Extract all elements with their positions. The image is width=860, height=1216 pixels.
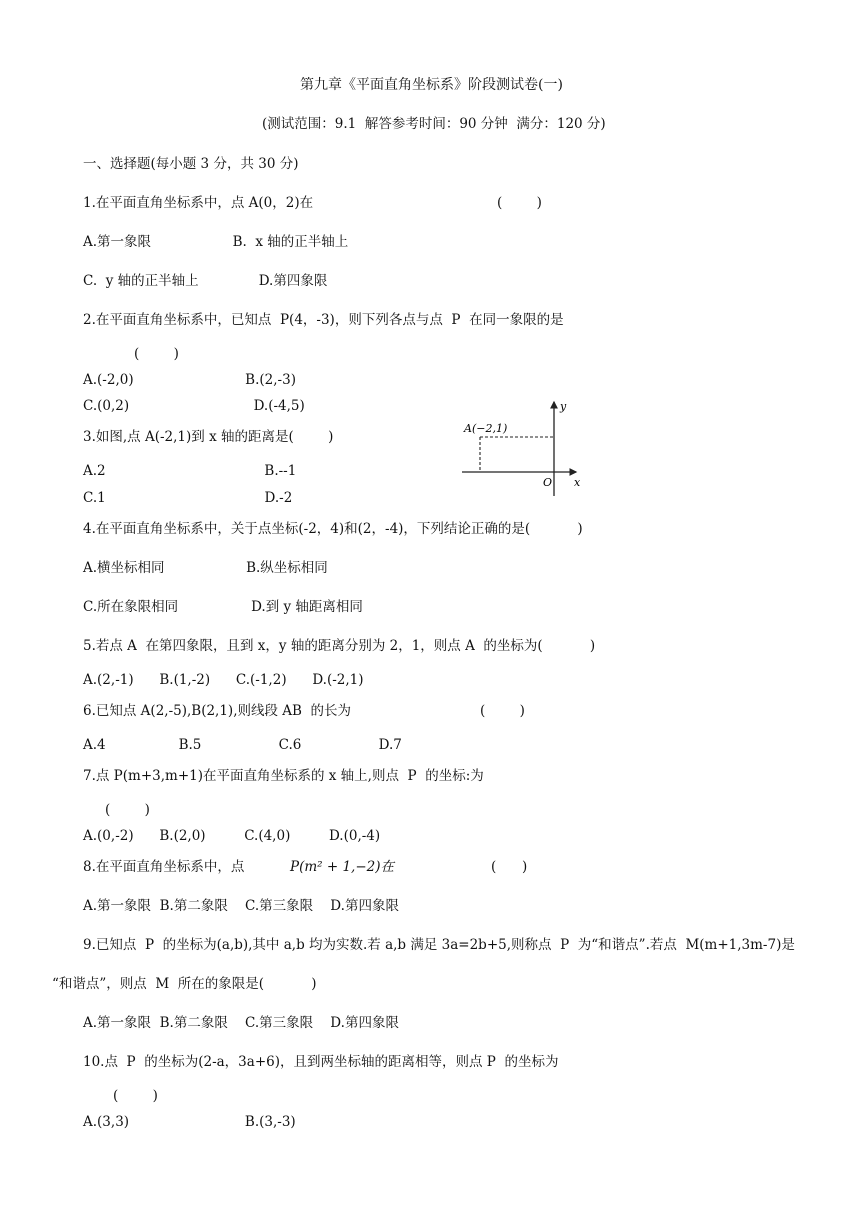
q6-answer-paren: ( ) (480, 703, 525, 719)
q2-answer-paren: ( ) (134, 346, 179, 362)
q1-answer-paren: ( ) (497, 195, 542, 211)
q3-coordinate-figure (458, 396, 588, 498)
q3-stem: 3.如图,点 A(-2,1)到 x 轴的距离是( ) (83, 429, 334, 445)
q8-answer-paren: ( ) (491, 859, 528, 875)
q8-formula: P(m² + 1,−2)在 (290, 859, 395, 875)
origin-label: O (543, 476, 553, 489)
q9-options-row1: A.第一象限 B.第二象限 C.第三象限 D.第四象限 (83, 1015, 399, 1031)
q7-options-row1: A.(0,-2) B.(2,0) C.(4,0) D.(0,-4) (83, 828, 381, 844)
q8-options-row1: A.第一象限 B.第二象限 C.第三象限 D.第四象限 (83, 898, 399, 914)
q8-stem: 8.在平面直角坐标系中，点 (83, 859, 245, 875)
q2-stem: 2.在平面直角坐标系中，已知点 P(4，-3)，则下列各点与点 P 在同一象限的是 (83, 312, 564, 328)
q2-options-row2: C.(0,2) D.(-4,5) (83, 398, 305, 414)
q10-options-row1: A.(3,3) B.(3,-3) (83, 1114, 296, 1130)
q7-stem: 7.点 P(m+3,m+1)在平面直角坐标系的 x 轴上,则点 P 的坐标:为 (83, 768, 484, 784)
q4-options-row2: C.所在象限相同 D.到 y 轴距离相同 (83, 599, 363, 615)
q5-options-row1: A.(2,-1) B.(1,-2) C.(-1,2) D.(-2,1) (83, 672, 364, 688)
q1-options-row1: A.第一象限 B. x 轴的正半轴上 (83, 234, 349, 250)
page-title: 第九章《平面直角坐标系》阶段测试卷(一) (300, 77, 563, 93)
page-subtitle: (测试范围：9.1 解答参考时间：90 分钟 满分：120 分) (262, 116, 606, 132)
q10-stem: 10.点 P 的坐标为(2-a，3a+6)，且到两坐标轴的距离相等，则点 P 的坐标为 (83, 1054, 559, 1070)
q3-options-row1: A.2 B.--1 (83, 463, 297, 479)
q6-options-row1: A.4 B.5 C.6 D.7 (83, 737, 402, 753)
q1-options-row2: C. y 轴的正半轴上 D.第四象限 (83, 273, 328, 289)
q3-options-row2: C.1 D.-2 (83, 490, 293, 506)
q4-options-row1: A.横坐标相同 B.纵坐标相同 (83, 560, 328, 576)
x-axis-label: x (574, 476, 581, 489)
y-axis-label: y (560, 400, 567, 413)
q2-options-row1: A.(-2,0) B.(2,-3) (83, 372, 296, 388)
q5-stem: 5.若点 A 在第四象限，且到 x，y 轴的距离分别为 2，1，则点 A 的坐标为( ) (83, 638, 596, 654)
q7-answer-paren: ( ) (105, 802, 150, 818)
q9-stem-line1: 9.已知点 P 的坐标为(a,b),其中 a,b 均为实数.若 a,b 满足 3a=2b+5,则称点 P 为“和谐点”.若点 M(m+1,3m-7)是 (83, 937, 795, 953)
point-a-label: A(−2,1) (464, 422, 508, 435)
q9-stem-line2: “和谐点”，则点 M 所在的象限是( ) (52, 976, 317, 992)
section-heading: 一、选择题(每小题 3 分，共 30 分) (83, 156, 299, 172)
q1-stem: 1.在平面直角坐标系中，点 A(0，2)在 (83, 195, 314, 211)
q6-stem: 6.已知点 A(2,-5),B(2,1),则线段 AB 的长为 (83, 703, 352, 719)
q10-answer-paren: ( ) (113, 1088, 158, 1104)
q4-stem: 4.在平面直角坐标系中，关于点坐标(-2，4)和(2，-4)，下列结论正确的是( ) (83, 521, 583, 537)
